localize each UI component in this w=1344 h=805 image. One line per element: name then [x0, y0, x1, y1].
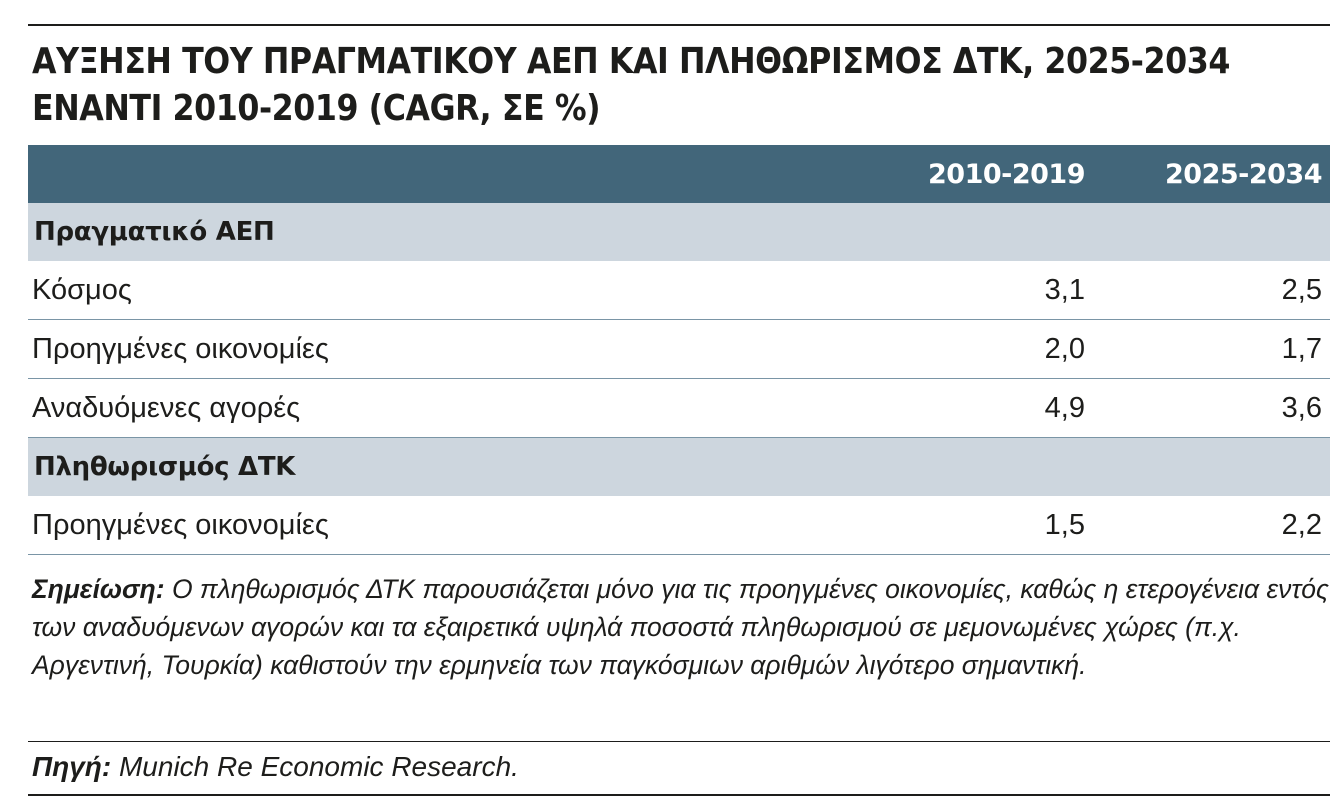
table-header-row: [28, 145, 1330, 203]
value-2010-2019: 3,1: [828, 261, 1093, 320]
row-label: Αναδυόμενες αγορές: [28, 379, 828, 438]
table-row: [28, 496, 1330, 555]
column-header-label: [28, 145, 828, 203]
value-2025-2034: 1,7: [1093, 320, 1330, 379]
footnote: [32, 570, 1332, 684]
value-2025-2034: 2,2: [1093, 496, 1330, 555]
column-header-2025-2034: 2025-2034: [1165, 158, 1322, 190]
divider-rule: [28, 741, 1330, 742]
row-label: Κόσμος: [28, 261, 828, 320]
value-2025-2034: 3,6: [1093, 379, 1330, 438]
value-2010-2019: 2,0: [828, 320, 1093, 379]
row-label: Προηγμένες οικονομίες: [28, 496, 828, 555]
section-heading: Πραγματικό ΑΕΠ: [34, 217, 275, 247]
title-line-2: ΕΝΑΝΤΙ 2010-2019 (CAGR, ΣΕ %): [32, 88, 601, 129]
section-heading: Πληθωρισμός ΔΤΚ: [34, 452, 296, 482]
table-row: [28, 261, 1330, 320]
value-2010-2019: 1,5: [828, 496, 1093, 555]
bottom-rule: [28, 794, 1330, 796]
row-label: Προηγμένες οικονομίες: [28, 320, 828, 379]
value-2010-2019: 4,9: [828, 379, 1093, 438]
figure-title: [32, 38, 1230, 132]
data-table: [28, 145, 1330, 555]
section-row-cpi-inflation: [28, 438, 1330, 497]
value-2025-2034: 2,5: [1093, 261, 1330, 320]
table-row: [28, 379, 1330, 438]
top-rule: [28, 24, 1330, 26]
section-row-real-gdp: [28, 203, 1330, 261]
source-line: [32, 748, 519, 786]
footnote-label: Σημείωση:: [32, 574, 165, 604]
table-row: [28, 320, 1330, 379]
title-line-1: ΑΥΞΗΣΗ ΤΟΥ ΠΡΑΓΜΑΤΙΚΟΥ ΑΕΠ ΚΑΙ ΠΛΗΘΩΡΙΣΜΟΣ ΔΤΚ, 2025-2034: [32, 41, 1230, 82]
footnote-text: Ο πληθωρισμός ΔΤΚ παρουσιάζεται μόνο για τις προηγμένες οικονομίες, καθώς η ετερογένεια εντός των αναδυόμενων αγορών και τα εξαιρετικά υψηλά ποσοστά πληθωρισμού σε μεμονωμένες χώρες (π.χ. Αργεντινή, Τουρκία) καθιστούν την ερμηνεία των παγκόσμιων αριθμών λιγότερο σημαντική.: [32, 574, 1329, 680]
column-header-2010-2019: 2010-2019: [928, 158, 1085, 190]
source-label: Πηγή:: [32, 751, 112, 782]
source-text: Munich Re Economic Research.: [111, 751, 519, 782]
